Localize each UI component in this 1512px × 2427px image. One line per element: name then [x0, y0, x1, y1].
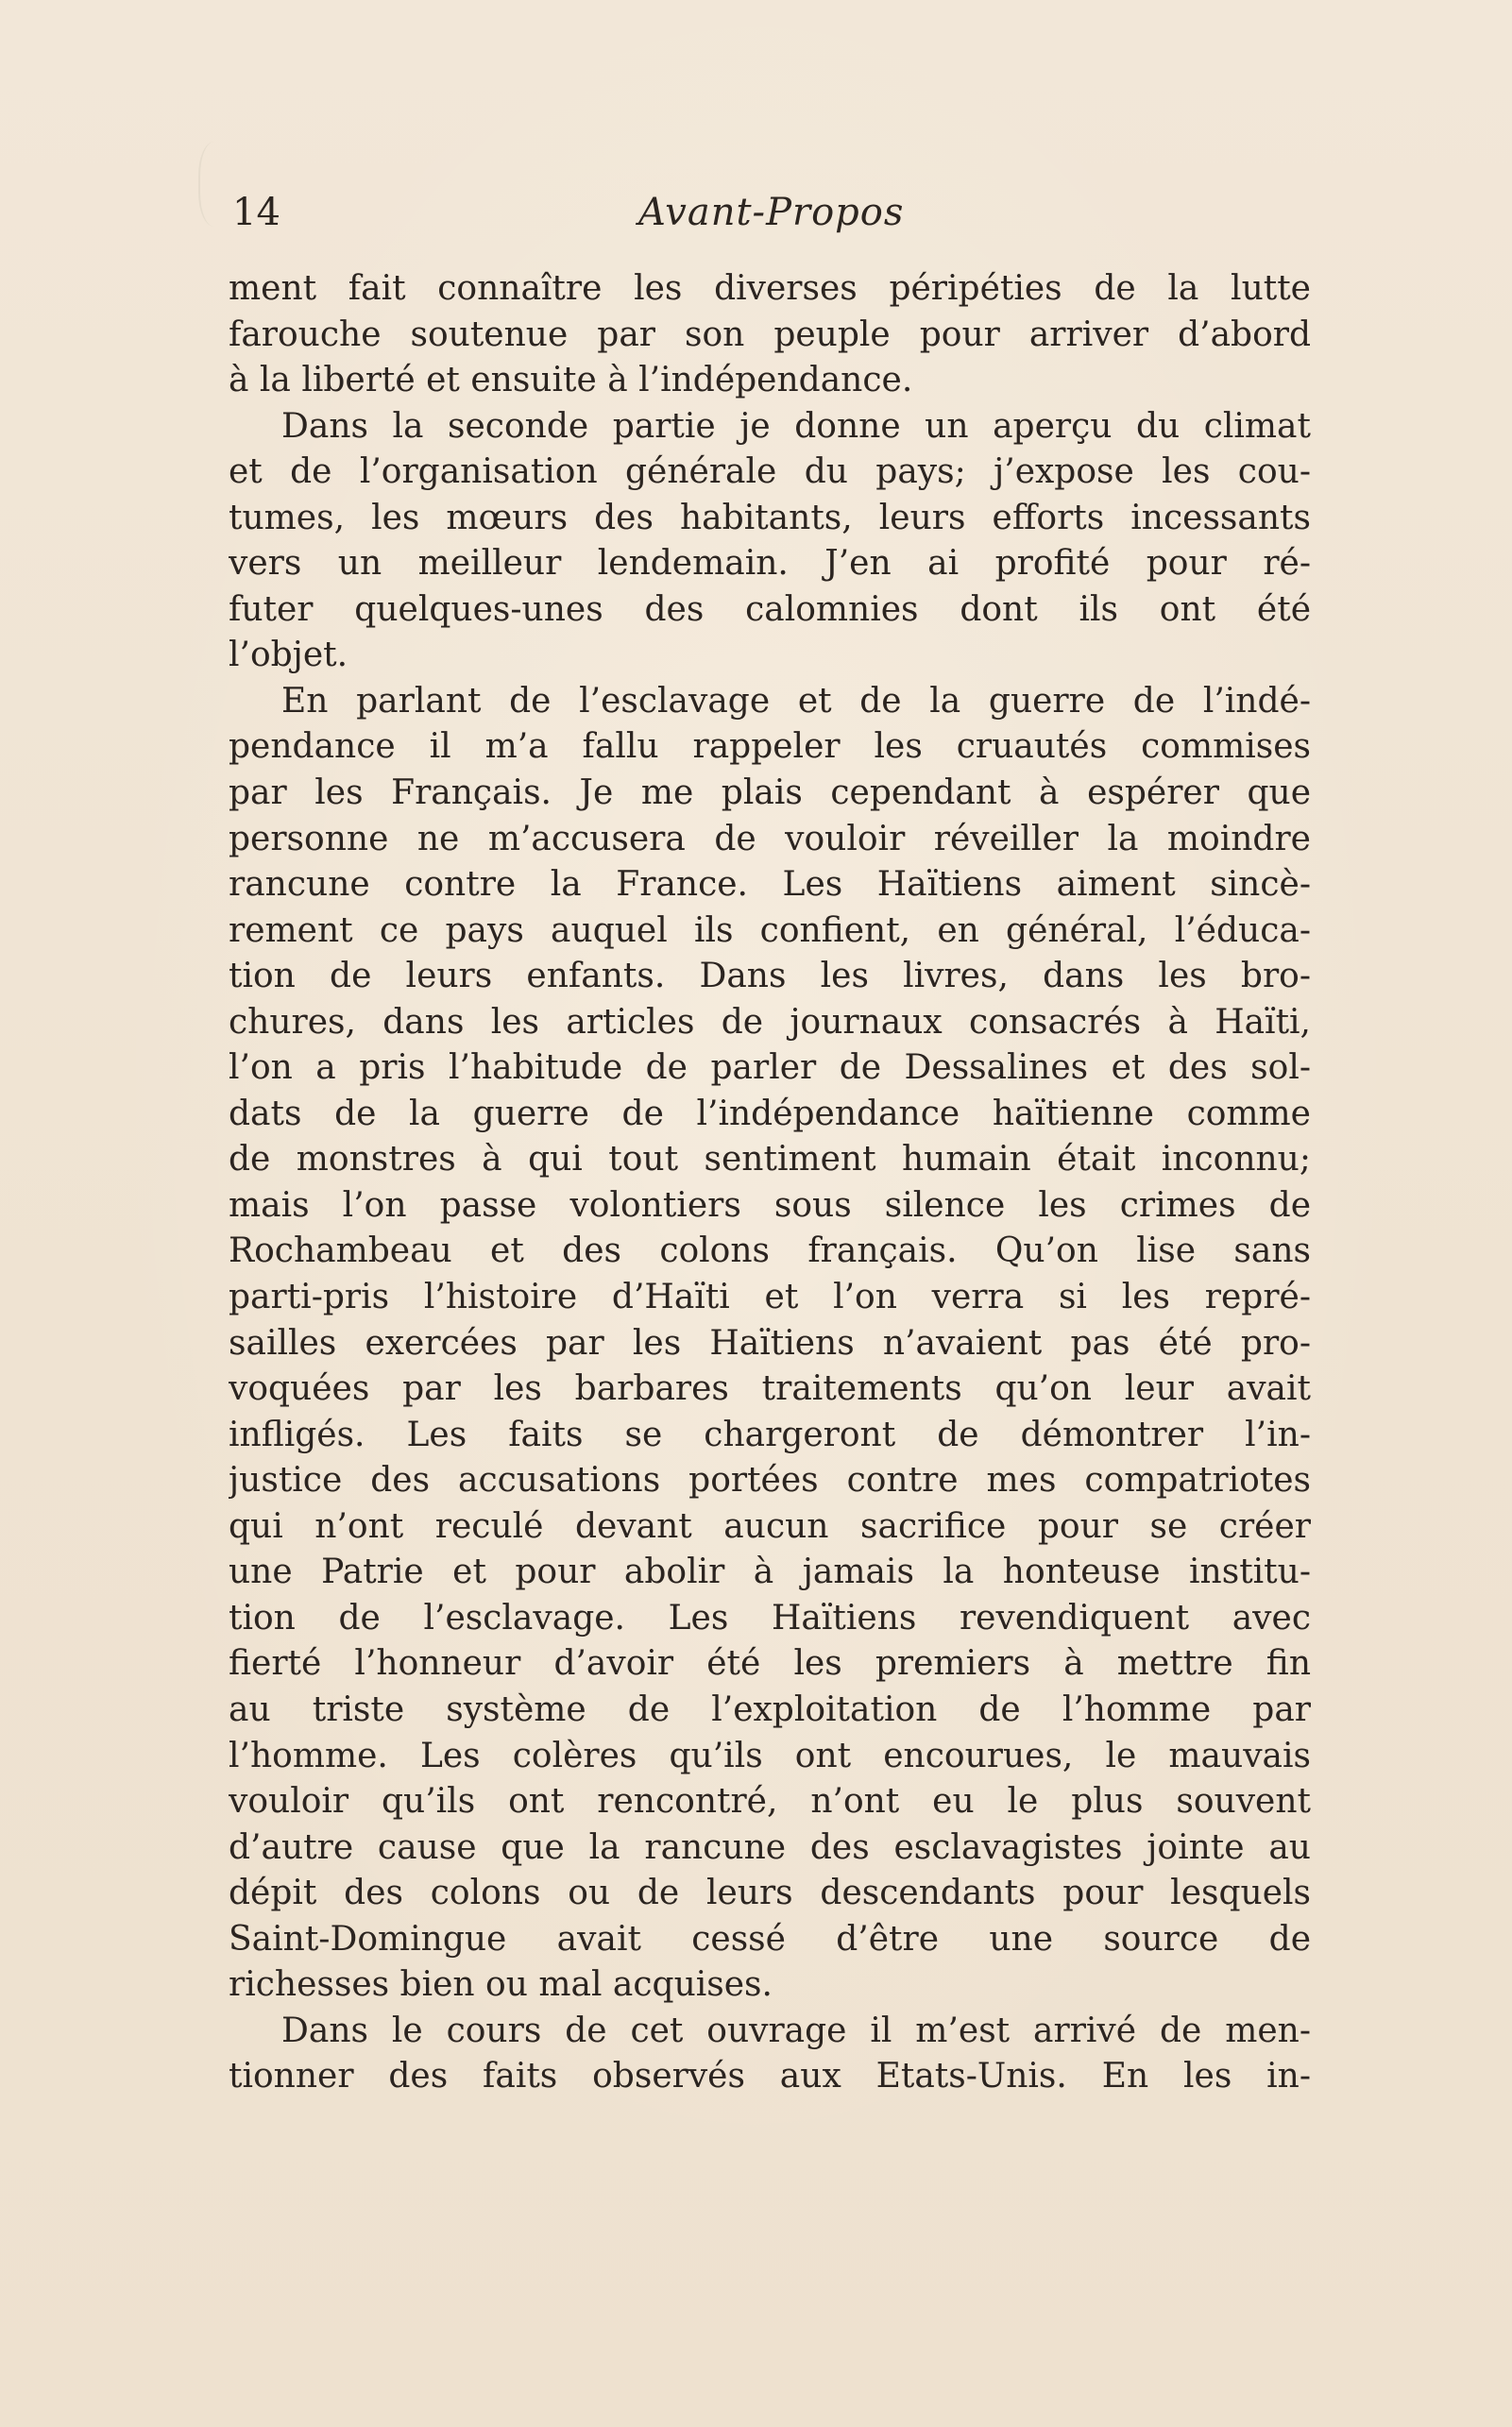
- running-title: Avant-Propos: [638, 191, 905, 234]
- text-line: Saint-Domingue avait cessé d’être une source de: [229, 1919, 1311, 1959]
- text-line: et de l’organisation générale du pays; j’expose les cou-: [229, 452, 1311, 492]
- text-line: futer quelques-unes des calomnies dont ils ont été: [229, 589, 1311, 629]
- text-line: dépit des colons ou de leurs descendants pour lesquels: [229, 1874, 1311, 1913]
- text-line: Rochambeau et des colons français. Qu’on lise sans: [229, 1231, 1311, 1271]
- text-line: l’homme. Les colères qu’ils ont encourues, le mauvais: [229, 1736, 1311, 1775]
- text-line: une Patrie et pour abolir à jamais la honteuse institu-: [229, 1553, 1311, 1592]
- text-line: qui n’ont reculé devant aucun sacrifice pour se créer: [229, 1506, 1311, 1546]
- text-line: chures, dans les articles de journaux consacrés à Haïti,: [229, 1002, 1311, 1042]
- text-line: tionner des faits observés aux Etats-Unis. En les in-: [229, 2057, 1311, 2096]
- text-line: farouche soutenue par son peuple pour arriver d’abord: [229, 314, 1311, 354]
- text-line: rancune contre la France. Les Haïtiens aiment sincè-: [229, 865, 1311, 905]
- text-line: mais l’on passe volontiers sous silence les crimes de: [229, 1185, 1311, 1225]
- text-line: de monstres à qui tout sentiment humain était inconnu;: [229, 1140, 1311, 1180]
- text-line: Dans le cours de cet ouvrage il m’est arrivé de men-: [281, 2011, 1311, 2050]
- text-line: par les Français. Je me plais cependant à espérer que: [229, 773, 1311, 813]
- text-line: tion de leurs enfants. Dans les livres, dans les bro-: [229, 957, 1311, 996]
- text-line: justice des accusations portées contre mes compatriotes: [229, 1461, 1311, 1501]
- text-line: ment fait connaître les diverses péripéties de la lutte: [229, 269, 1311, 308]
- page-number: 14: [232, 191, 280, 234]
- text-line: sailles exercées par les Haïtiens n’avaient pas été pro-: [229, 1323, 1311, 1363]
- text-line: vouloir qu’ils ont rencontré, n’ont eu le plus souvent: [229, 1782, 1311, 1822]
- text-line: rement ce pays auquel ils confient, en général, l’éduca-: [229, 910, 1311, 950]
- text-line: dats de la guerre de l’indépendance haïtienne comme: [229, 1094, 1311, 1133]
- text-line: l’on a pris l’habitude de parler de Dessalines et des sol-: [229, 1048, 1311, 1088]
- text-line: voquées par les barbares traitements qu’on leur avait: [229, 1369, 1311, 1409]
- text-line: l’objet.: [229, 636, 348, 675]
- text-line: infligés. Les faits se chargeront de démontrer l’in-: [229, 1415, 1311, 1454]
- text-line: parti-pris l’histoire d’Haïti et l’on verra si les repré-: [229, 1278, 1311, 1317]
- text-line: d’autre cause que la rancune des esclavagistes jointe au: [229, 1827, 1311, 1867]
- text-line: personne ne m’accusera de vouloir réveiller la moindre: [229, 819, 1311, 858]
- text-line: vers un meilleur lendemain. J’en ai profité pour ré-: [229, 544, 1311, 584]
- text-line: à la liberté et ensuite à l’indépendance.: [229, 361, 913, 400]
- text-line: tion de l’esclavage. Les Haïtiens revendiquent avec: [229, 1598, 1311, 1638]
- body-text: [229, 266, 1311, 2100]
- text-line: richesses bien ou mal acquises.: [229, 1965, 773, 2005]
- text-line: tumes, les mœurs des habitants, leurs efforts incessants: [229, 498, 1311, 537]
- text-line: fierté l’honneur d’avoir été les premiers à mettre fin: [229, 1644, 1311, 1684]
- text-line: Dans la seconde partie je donne un aperçu du climat: [281, 406, 1311, 446]
- text-line: En parlant de l’esclavage et de la guerre de l’indé-: [281, 681, 1311, 721]
- text-line: au triste système de l’exploitation de l’homme par: [229, 1689, 1311, 1729]
- text-line: pendance il m’a fallu rappeler les cruautés commises: [229, 727, 1311, 767]
